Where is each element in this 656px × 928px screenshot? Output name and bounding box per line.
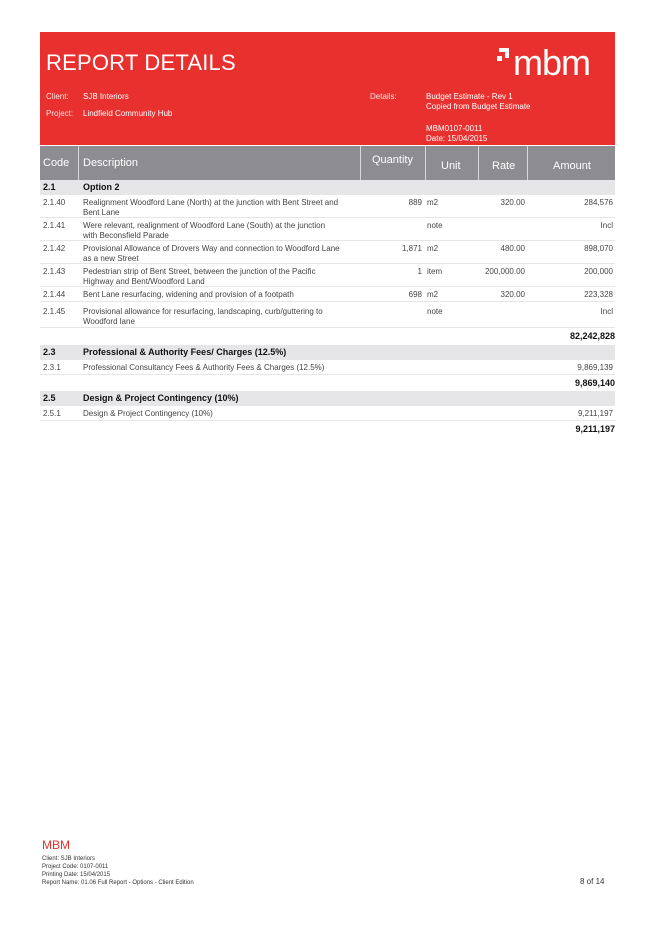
item-amount: 898,070	[584, 244, 613, 253]
section-code: 2.3	[43, 347, 56, 357]
item-rate: 200,000.00	[484, 267, 525, 276]
row-divider	[40, 420, 615, 421]
item-code: 2.1.45	[43, 307, 66, 316]
item-description-line-1: Pedestrian strip of Bent Street, between the junction of the Pacific	[83, 267, 316, 276]
item-code: 2.3.1	[43, 363, 61, 372]
col-amount: Amount	[553, 160, 591, 172]
footer-printing-date: Printing Date: 15/04/2015	[42, 872, 111, 878]
item-unit: note	[427, 221, 443, 230]
project-value: Lindfield Community Hub	[83, 109, 173, 118]
item-description	[83, 221, 358, 240]
section-code: 2.5	[43, 393, 56, 403]
item-description: Bent Lane resurfacing, widening and provision of a footpath	[83, 290, 294, 299]
project-label: Project:	[46, 109, 74, 118]
item-description: Design & Project Contingency (10%)	[83, 409, 213, 418]
item-description-line-2: Highway and Bent/Woodford Land	[83, 276, 205, 286]
col-divider	[478, 146, 479, 180]
item-quantity: 1,871	[401, 244, 422, 253]
item-unit: note	[427, 307, 443, 316]
item-code: 2.1.44	[43, 290, 66, 299]
section-total: 9,211,197	[575, 424, 615, 434]
item-amount: 9,211,197	[578, 409, 613, 418]
details-line-1: Budget Estimate - Rev 1	[426, 92, 513, 101]
section-title: Design & Project Contingency (10%)	[83, 393, 239, 403]
item-description-line-2: Woodford lane	[83, 316, 135, 326]
item-unit: item	[427, 267, 443, 276]
col-divider	[360, 146, 361, 180]
table-row	[40, 218, 615, 241]
item-description	[83, 267, 358, 286]
item-unit: m2	[427, 244, 439, 253]
page-number: 8 of 14	[580, 877, 605, 886]
section-total: 82,242,828	[569, 331, 615, 341]
row-divider	[40, 374, 615, 375]
item-rate: 320.00	[500, 290, 525, 299]
col-rate: Rate	[492, 160, 516, 172]
col-description: Description	[83, 157, 139, 169]
item-description-line-1: Provisional allowance for resurfacing, landscaping, curb/guttering to	[83, 307, 323, 316]
client-value: SJB Interiors	[83, 92, 129, 101]
item-code: 2.1.41	[43, 221, 66, 230]
item-amount: Incl	[600, 307, 613, 316]
footer-client: Client: SJB Interiors	[42, 856, 96, 862]
table-row	[40, 241, 615, 264]
item-amount: 223,328	[584, 290, 613, 299]
item-rate: 320.00	[500, 198, 525, 207]
details-line-3: MBM0107-0011	[426, 124, 483, 133]
section-row	[40, 391, 615, 406]
item-description-line-1: Realignment Woodford Lane (North) at the junction with Bent Street and	[83, 198, 339, 207]
footer-project-code: Project Code: 0107-0011	[42, 864, 109, 870]
item-description	[83, 198, 358, 217]
report-banner	[40, 32, 615, 145]
section-row	[40, 345, 615, 360]
details-label: Details:	[370, 92, 397, 101]
table-row	[40, 264, 615, 287]
client-label: Client:	[46, 92, 69, 101]
section-code: 2.1	[43, 182, 56, 192]
item-code: 2.1.42	[43, 244, 66, 253]
item-description-line-1: Provisional Allowance of Drovers Way and connection to Woodford Lane	[83, 244, 340, 253]
table-header	[40, 146, 615, 180]
item-description: Professional Consultancy Fees & Authority Fees & Charges (12.5%)	[83, 363, 325, 372]
logo-mark-dot-icon	[497, 56, 502, 61]
table-row	[40, 195, 615, 218]
footer-report-name: Report Name: 01.06 Full Report - Options - Client Edition	[42, 880, 194, 886]
table-row	[40, 360, 615, 375]
section-row	[40, 180, 615, 195]
item-description-line-2: as a new Street	[83, 253, 139, 263]
table-row	[40, 287, 615, 302]
item-quantity: 698	[408, 290, 422, 299]
item-code: 2.1.43	[43, 267, 66, 276]
item-description-line-2: Bent Lane	[83, 207, 120, 217]
item-amount: 284,576	[584, 198, 613, 207]
item-description	[83, 307, 358, 326]
section-title: Professional & Authority Fees/ Charges (12.5%)	[83, 347, 287, 357]
col-divider	[78, 146, 79, 180]
item-amount: 200,000	[584, 267, 613, 276]
item-description-line-2: with Beconsfield Parade	[83, 230, 169, 240]
item-rate: 480.00	[500, 244, 525, 253]
report-title: REPORT DETAILS	[46, 50, 236, 75]
details-line-2: Copied from Budget Estimate	[426, 102, 531, 111]
item-amount: 9,869,139	[577, 363, 613, 372]
details-line-4: Date: 15/04/2015	[426, 134, 488, 143]
mbm-logo	[495, 44, 605, 84]
item-quantity: 889	[408, 198, 422, 207]
section-total: 9,869,140	[574, 378, 615, 388]
row-divider	[40, 327, 615, 328]
col-quantity: Quantity	[372, 154, 413, 166]
item-code: 2.1.40	[43, 198, 66, 207]
item-code: 2.5.1	[43, 409, 61, 418]
item-unit: m2	[427, 198, 439, 207]
footer-brand: MBM	[42, 838, 70, 852]
item-quantity: 1	[417, 267, 422, 276]
col-code: Code	[43, 157, 70, 169]
item-unit: m2	[427, 290, 439, 299]
item-description	[83, 244, 358, 263]
table-row	[40, 406, 615, 421]
logo-text: mbm	[513, 42, 590, 83]
section-title: Option 2	[83, 182, 120, 192]
col-unit: Unit	[441, 160, 461, 172]
item-amount: Incl	[600, 221, 613, 230]
col-divider	[425, 146, 426, 180]
item-description-line-1: Were relevant, realignment of Woodford Lane (South) at the junction	[83, 221, 326, 230]
table-row	[40, 302, 615, 328]
col-divider	[527, 146, 528, 180]
